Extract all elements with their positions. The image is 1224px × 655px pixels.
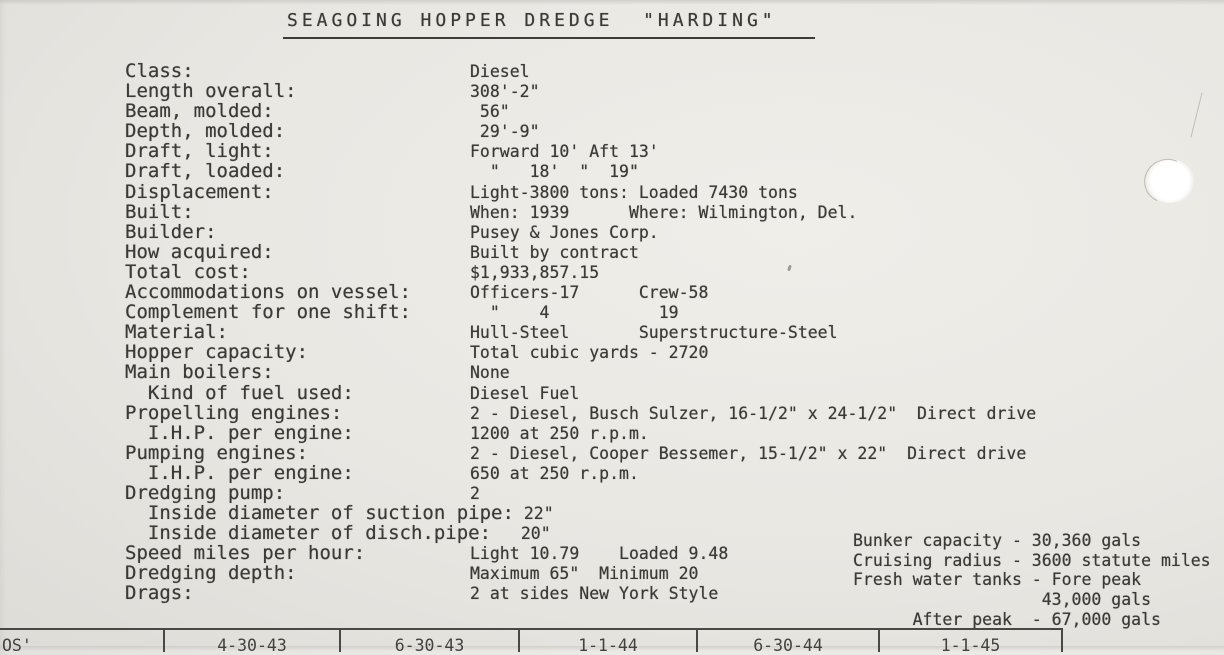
spec-label: Displacement: <box>125 180 274 203</box>
spec-row <box>125 361 1224 384</box>
spec-row <box>125 482 1224 502</box>
spec-label: Dredging depth: <box>125 562 297 585</box>
spec-row <box>125 60 1224 80</box>
spec-label: Depth, molded: <box>125 120 286 143</box>
document-title <box>283 7 815 39</box>
spec-label: Dredging pump: <box>125 481 286 504</box>
spec-row <box>125 442 1224 462</box>
spec-value: 20" <box>491 524 551 544</box>
spec-row <box>125 100 1224 123</box>
spec-value: Total cubic yards - 2720 <box>470 343 709 363</box>
spec-label: Speed miles per hour: <box>125 542 366 565</box>
spec-value: 1200 at 250 r.p.m. <box>470 423 649 443</box>
spec-label: I.H.P. per engine: <box>125 421 354 444</box>
footer-table-cell: 6-30-43 <box>341 630 520 652</box>
spec-row <box>125 321 1224 344</box>
spec-row <box>125 241 1224 261</box>
spec-label: Inside diameter of disch.pipe: <box>125 522 492 545</box>
spec-label: Beam, molded: <box>125 100 274 123</box>
spec-value: Diesel <box>470 62 530 81</box>
spec-label: Propelling engines: <box>125 401 343 424</box>
spec-label: Main boilers: <box>125 361 274 384</box>
spec-value: Diesel Fuel <box>470 383 580 403</box>
spec-value: Light-3800 tons: Loaded 7430 tons <box>470 182 798 202</box>
spec-label: I.H.P. per engine: <box>125 461 354 484</box>
spec-label: Complement for one shift: <box>125 301 411 324</box>
spec-value: 2 <box>470 483 480 503</box>
spec-label: Hopper capacity: <box>125 341 309 364</box>
tank-notes <box>853 531 1211 630</box>
footer-table-cell: 4-30-43 <box>165 630 341 652</box>
spec-label: Draft, loaded: <box>125 160 286 183</box>
spec-label: Builder: <box>125 220 217 243</box>
spec-row <box>125 382 1224 402</box>
spec-row <box>125 341 1224 364</box>
tank-note-line: After peak - 67,000 gals <box>853 609 1161 629</box>
spec-row <box>125 221 1224 241</box>
spec-value: Built by contract <box>470 242 639 262</box>
spec-value: 2 - Diesel, Cooper Bessemer, 15-1/2" x 22" Direct drive <box>470 443 1027 463</box>
spec-row <box>125 201 1224 221</box>
spec-label: Material: <box>125 321 228 344</box>
spec-value: Pusey & Jones Corp. <box>470 222 659 242</box>
spec-row <box>125 261 1224 281</box>
spec-label: Total cost: <box>125 260 251 283</box>
spec-label: Length overall: <box>125 80 297 103</box>
tank-note-line: Fresh water tanks - Fore peak <box>853 570 1142 590</box>
spec-value: Officers-17 Crew-58 <box>470 283 709 303</box>
spec-value: Maximum 65" Minimum 20 <box>470 564 699 584</box>
spec-value: 22" <box>513 504 554 524</box>
spec-row <box>125 281 1224 304</box>
spec-value: 2 at sides New York Style <box>470 584 719 604</box>
spec-label: Kind of fuel used: <box>125 381 354 404</box>
spec-label: How acquired: <box>125 240 274 263</box>
spec-row <box>125 181 1224 201</box>
spec-value: " 18' " 19" <box>470 162 639 182</box>
spec-row <box>125 120 1224 143</box>
spec-row <box>125 462 1224 482</box>
footer-table-cell: 1-1-45 <box>880 630 1063 652</box>
spec-list <box>125 60 1224 603</box>
spec-value: When: 1939 Where: Wilmington, Del. <box>470 202 858 222</box>
tank-note-line: Cruising radius - 3600 statute miles <box>853 550 1211 570</box>
spec-row <box>125 422 1224 442</box>
spec-label: Built: <box>125 200 194 223</box>
spec-row <box>125 301 1224 324</box>
spec-row <box>125 160 1224 183</box>
spec-row <box>125 80 1224 103</box>
document-title-text: SEAGOING HOPPER DREDGE "HARDING" <box>287 10 777 31</box>
spec-row <box>125 402 1224 422</box>
tank-note-line: 43,000 gals <box>853 590 1152 610</box>
spec-value: " 4 19 <box>470 303 679 323</box>
spec-value: $1,933,857.15 <box>470 262 600 282</box>
spec-value: Forward 10' Aft 13' <box>470 142 659 162</box>
spec-label: Draft, light: <box>125 140 274 163</box>
spec-label: Drags: <box>125 582 194 605</box>
spec-value: Light 10.79 Loaded 9.48 <box>470 544 729 564</box>
spec-value: 308'-2" <box>470 82 540 102</box>
spec-value: 650 at 250 r.p.m. <box>470 463 639 483</box>
footer-table-cell: OS' <box>0 630 165 652</box>
spec-label: Class: <box>125 60 194 82</box>
spec-row <box>125 502 1224 525</box>
punch-hole <box>1146 159 1194 203</box>
tank-note-line: Bunker capacity - 30,360 gals <box>853 531 1142 550</box>
footer-table-cell: 1-1-44 <box>520 630 698 652</box>
footer-table-cell: 6-30-44 <box>698 630 880 652</box>
footer-table <box>0 628 1063 655</box>
spec-value: None <box>470 363 510 383</box>
spec-label: Inside diameter of suction pipe: <box>125 502 514 525</box>
spec-row <box>125 140 1224 163</box>
spec-value: 29'-9" <box>470 122 540 142</box>
spec-value: 56" <box>470 102 510 122</box>
spec-label: Accommodations on vessel: <box>125 281 411 304</box>
spec-value: Hull-Steel Superstructure-Steel <box>470 323 838 343</box>
spec-label: Pumping engines: <box>125 441 309 464</box>
spec-value: 2 - Diesel, Busch Sulzer, 16-1/2" x 24-1/2" Direct drive <box>470 403 1037 423</box>
